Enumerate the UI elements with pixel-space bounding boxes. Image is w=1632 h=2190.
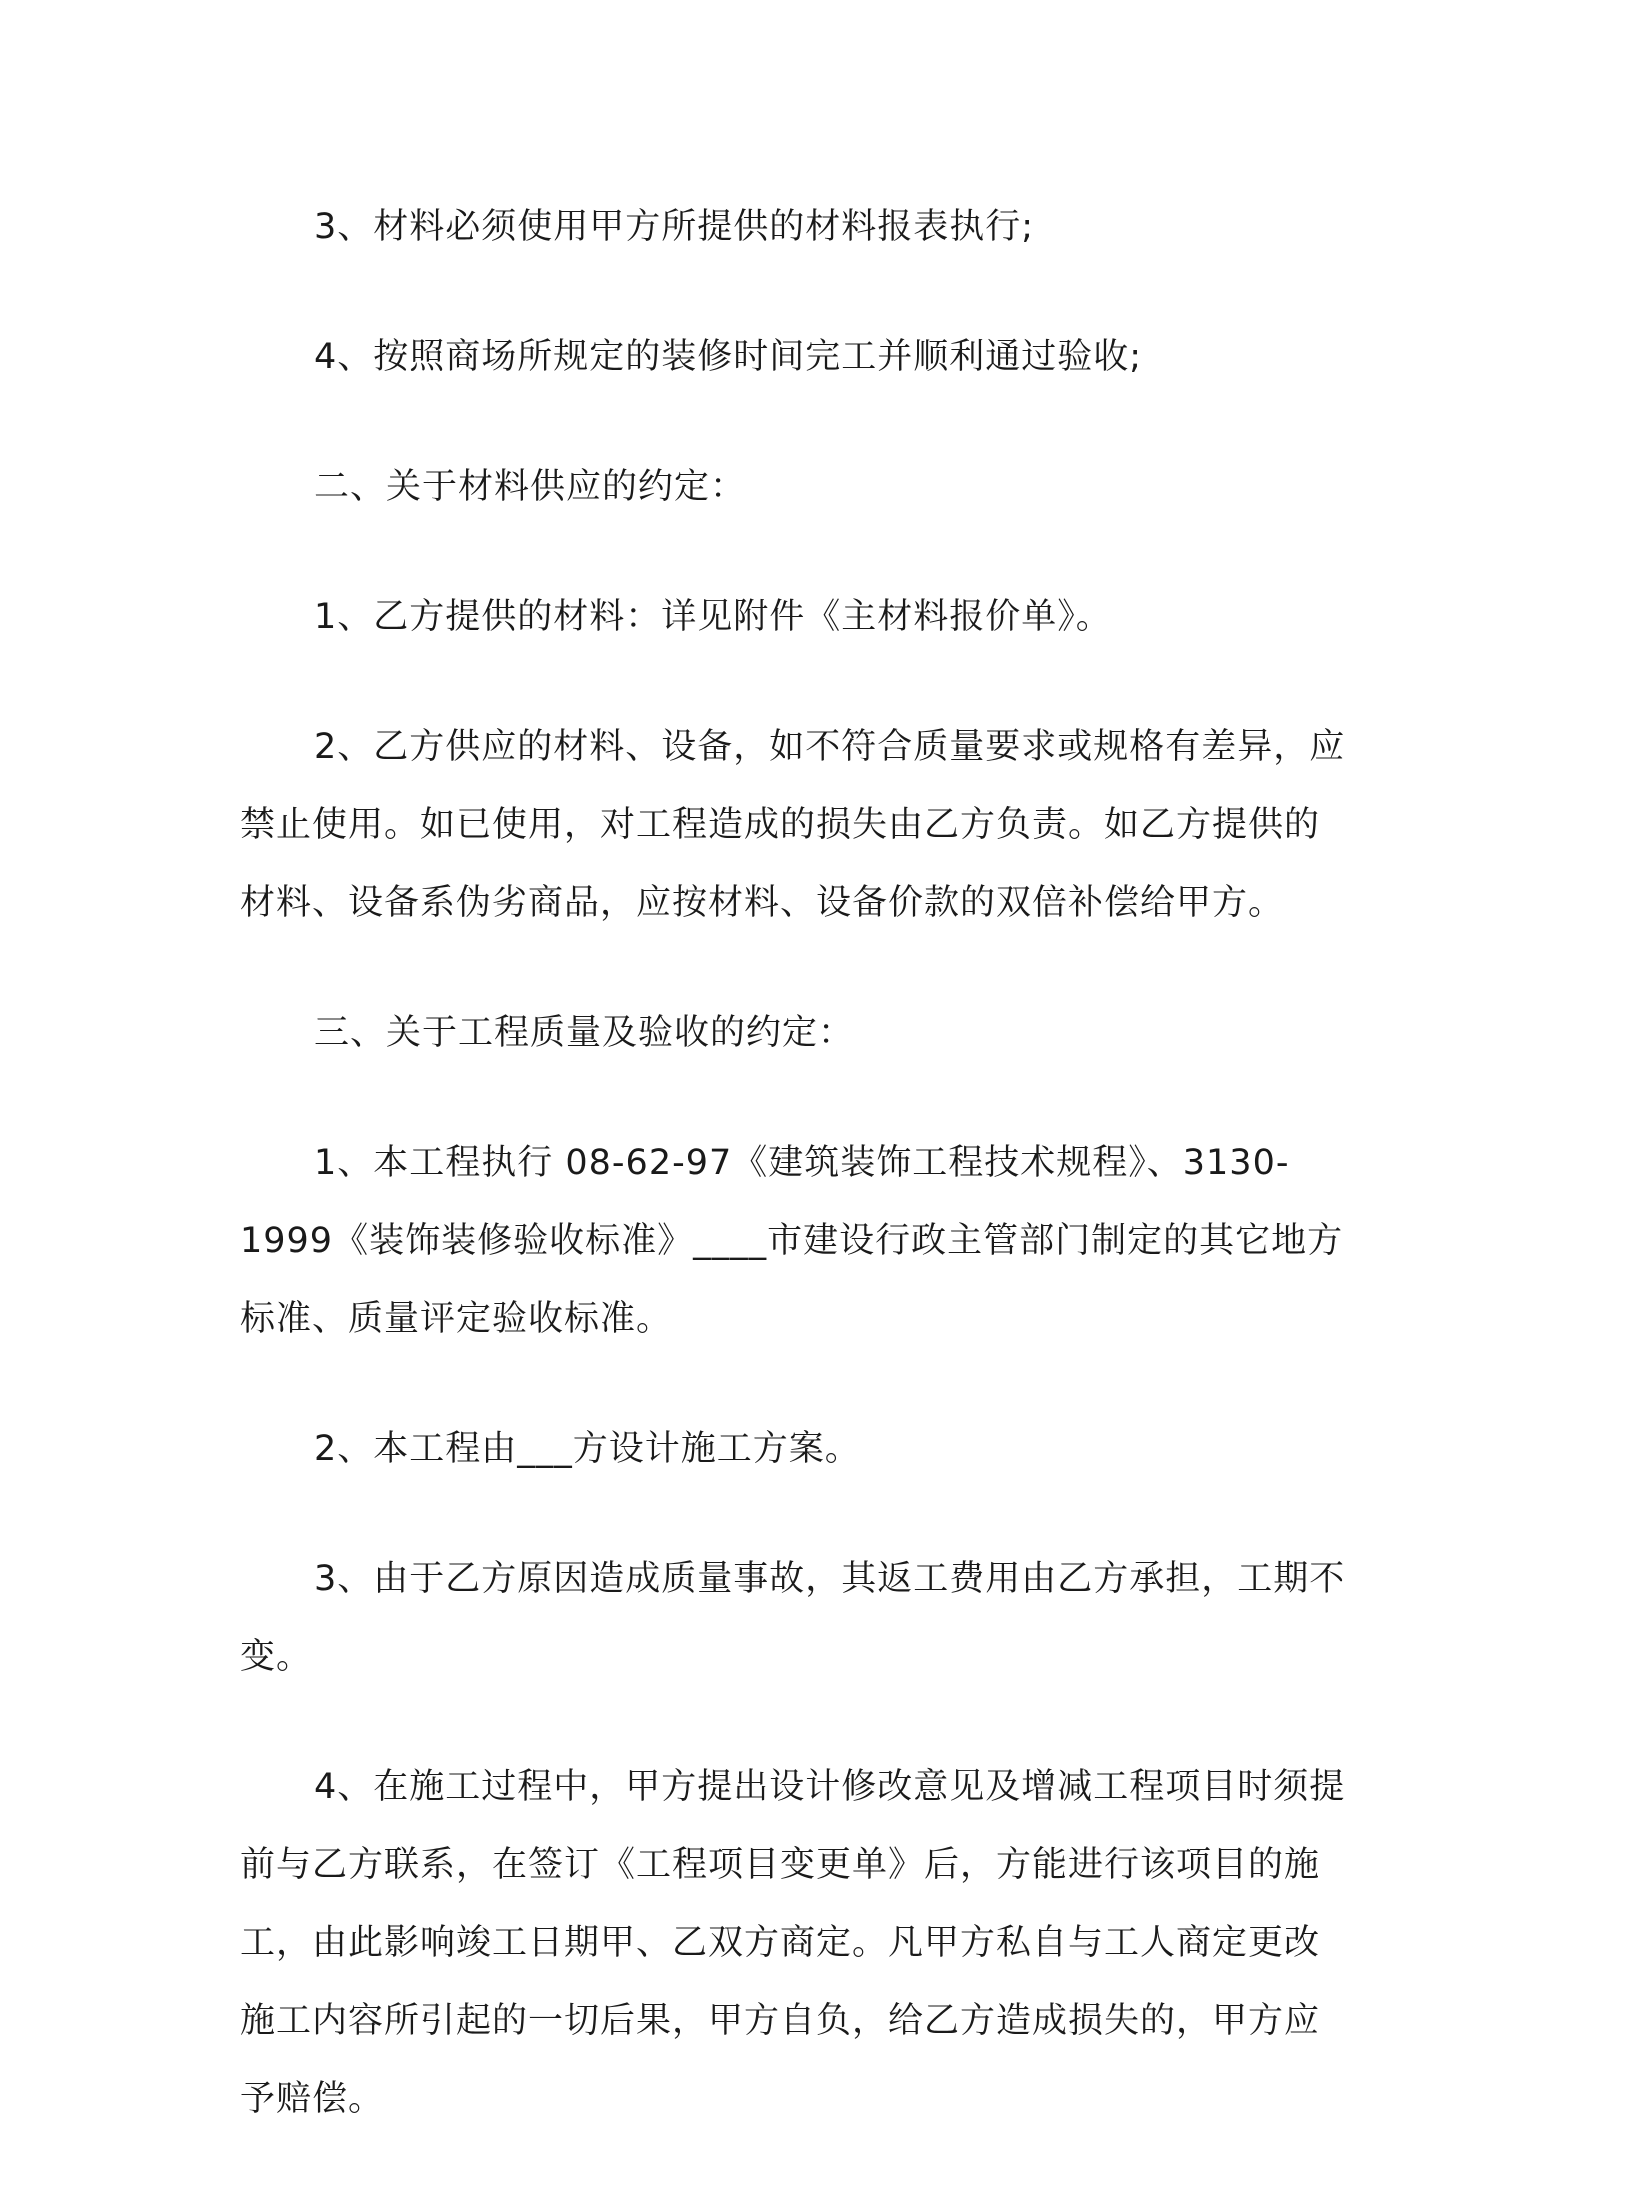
paragraph-quality-accident	[240, 1540, 1380, 1696]
paragraph-design-plan	[240, 1410, 1380, 1488]
text-line: 1999《装饰装修验收标准》____市建设行政主管部门制定的其它地方	[240, 1221, 1344, 1261]
text-line: 3、材料必须使用甲方所提供的材料报表执行;	[314, 207, 1035, 247]
paragraph-standards	[240, 1124, 1380, 1358]
text-line: 材料、设备系伪劣商品，应按材料、设备价款的双倍补偿给甲方。	[240, 883, 1285, 923]
paragraph-defective-materials	[240, 708, 1380, 942]
text-line: 予赔偿。	[240, 2079, 385, 2119]
section-heading-material-supply	[240, 448, 1380, 526]
text-line: 变。	[240, 1637, 313, 1677]
text-line: 二、关于材料供应的约定：	[314, 467, 747, 507]
text-line: 1、乙方提供的材料：详见附件《主材料报价单》。	[314, 597, 1112, 637]
section-heading-quality-acceptance	[240, 994, 1380, 1072]
paragraph-material-usage	[240, 188, 1380, 266]
text-line: 2、本工程由___方设计施工方案。	[314, 1429, 861, 1469]
text-line: 工，由此影响竣工日期甲、乙双方商定。凡甲方私自与工人商定更改	[240, 1923, 1321, 1963]
text-line: 前与乙方联系，在签订《工程项目变更单》后，方能进行该项目的施	[240, 1845, 1321, 1885]
text-line: 4、在施工过程中，甲方提出设计修改意见及增减工程项目时须提	[314, 1767, 1346, 1807]
text-line: 三、关于工程质量及验收的约定：	[314, 1013, 855, 1053]
text-line: 施工内容所引起的一切后果，甲方自负，给乙方造成损失的，甲方应	[240, 2001, 1321, 2041]
text-line: 2、乙方供应的材料、设备，如不符合质量要求或规格有差异，应	[314, 727, 1346, 767]
paragraph-completion-time	[240, 318, 1380, 396]
text-line: 禁止使用。如已使用，对工程造成的损失由乙方负责。如乙方提供的	[240, 805, 1321, 845]
text-line: 1、本工程执行 08-62-97《建筑装饰工程技术规程》、3130-	[314, 1143, 1290, 1183]
text-line: 3、由于乙方原因造成质量事故，其返工费用由乙方承担，工期不	[314, 1559, 1346, 1599]
text-line: 标准、质量评定验收标准。	[240, 1299, 673, 1339]
paragraph-design-changes	[240, 1748, 1380, 2138]
paragraph-supplied-materials	[240, 578, 1380, 656]
document-page	[240, 188, 1380, 2190]
text-line: 4、按照商场所规定的装修时间完工并顺利通过验收;	[314, 337, 1143, 377]
